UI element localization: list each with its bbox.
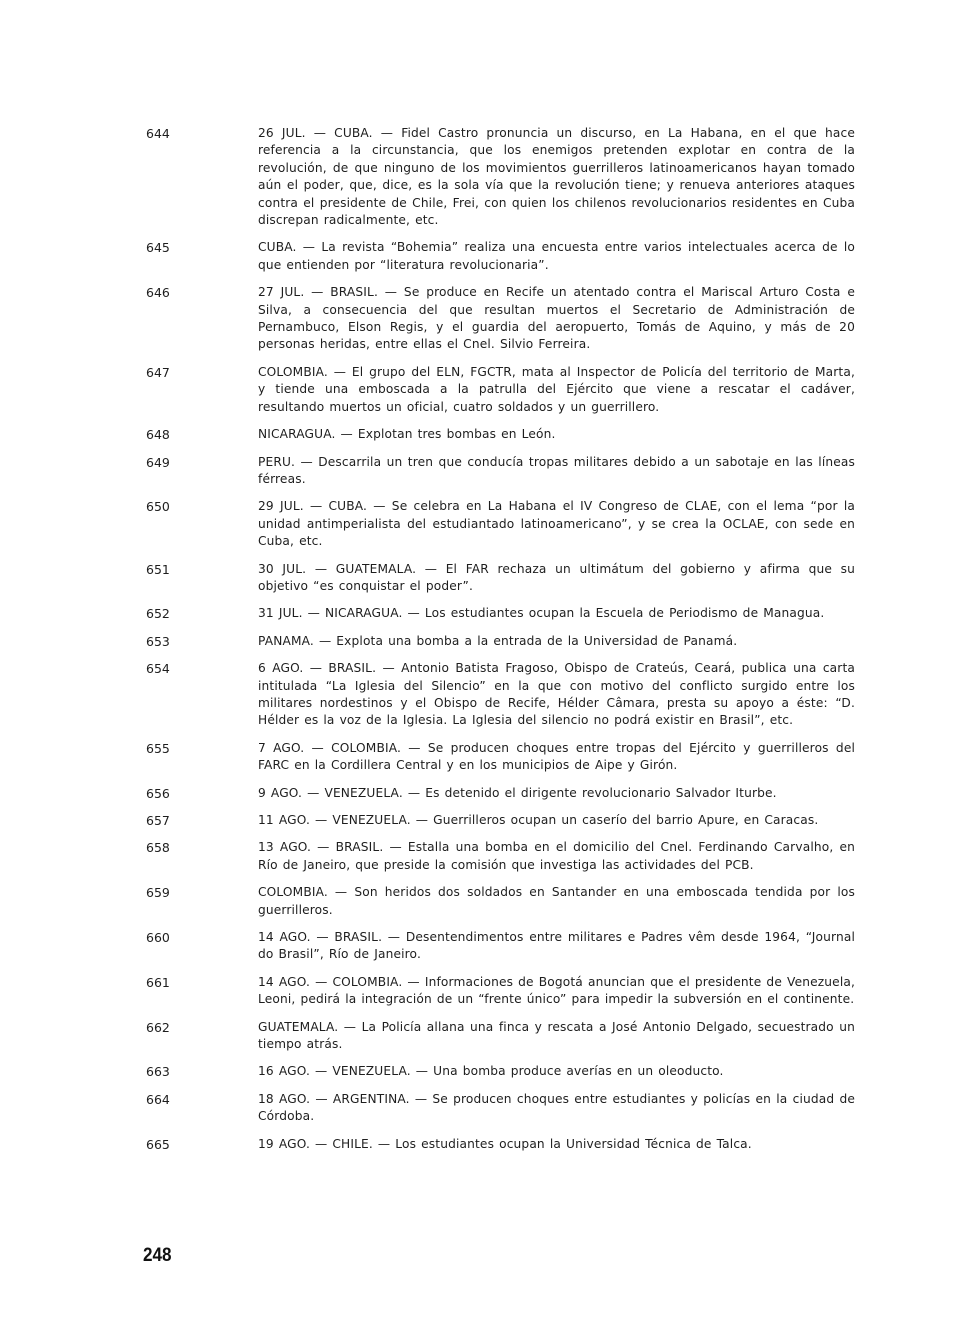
entry-number: 656: [146, 785, 170, 801]
entry-text: COLOMBIA. — Son heridos dos soldados en Santander en una emboscada tendida por los guerrilleros.: [258, 885, 855, 917]
page-number: 248: [143, 1245, 172, 1266]
entry-text: 26 JUL. — CUBA. — Fidel Castro pronuncia un discurso, en La Habana, en el que hace referencia a la circunstancia, que los enemigos pretenden explotar en contra de la revolución, de que ninguno de los movimientos guerrilleros latinoamericanos hayan tomado aún el poder, que, dice, es la sola vía que la revolución tiene; y renueva anteriores ataques contra el presidente de Chile, Frei, con quien los chilenos revolucionarios residentes en Cuba discrepan radicalmente, etc.: [258, 126, 855, 228]
entry-number: 645: [146, 240, 170, 256]
chronology-entry: [145, 812, 855, 829]
chronology-entry: [145, 633, 855, 650]
chronology-entry: [145, 1091, 855, 1126]
entry-number: 646: [146, 285, 170, 301]
entry-number: 654: [146, 661, 170, 677]
entry-text: 19 AGO. — CHILE. — Los estudiantes ocupan la Universidad Técnica de Talca.: [258, 1136, 752, 1151]
chronology-entry: [145, 364, 855, 416]
chronology-entries: [145, 125, 855, 1163]
entry-text: 7 AGO. — COLOMBIA. — Se producen choques entre tropas del Ejército y guerrilleros del FARC en la Cordillera Central y en los municipios de Aipe y Girón.: [258, 740, 855, 773]
entry-number: 655: [146, 740, 170, 756]
entry-text: PANAMA. — Explota una bomba a la entrada de la Universidad de Panamá.: [258, 633, 738, 648]
entry-number: 664: [146, 1091, 170, 1107]
chronology-entry: [145, 974, 855, 1009]
entry-text: GUATEMALA. — La Policía allana una finca y rescata a José Antonio Delgado, secuestrado un tiempo atrás.: [258, 1019, 855, 1052]
entry-text: COLOMBIA. — El grupo del ELN, FGCTR, mata al Inspector de Policía del territorio de Marta, y tiende una emboscada a la patrulla del Ejército que viene a rescatar el cadáver, resultando muertos un oficial, cuatro soldados y un guerrillero.: [258, 364, 855, 414]
entry-number: 663: [146, 1064, 170, 1080]
entry-text: 27 JUL. — BRASIL. — Se produce en Recife un atentado contra el Mariscal Arturo Costa e Silva, a consecuencia del que resultan muertos el Secretario de Administración de Pernambuco, Elson Regis, y el guardia del aeropuerto, Tomás de Aquino, y más de 20 personas heridas, entre ellas el Cnel. Silvio Ferreira.: [258, 285, 855, 352]
chronology-entry: [145, 125, 855, 229]
entry-number: 650: [146, 499, 170, 515]
entry-number: 644: [146, 126, 170, 141]
entry-text: NICARAGUA. — Explotan tres bombas en León.: [258, 427, 556, 442]
chronology-entry: [145, 605, 855, 622]
chronology-entry: [145, 839, 855, 874]
entry-text: 14 AGO. — COLOMBIA. — Informaciones de Bogotá anuncian que el presidente de Venezuela, Leoni, pedirá la integración de un “frente único” para impedir la subversión en el continente.: [258, 974, 855, 1007]
chronology-entry: [145, 454, 855, 489]
entry-number: 657: [146, 813, 170, 828]
entry-number: 665: [146, 1136, 170, 1152]
entry-number: 660: [146, 930, 170, 946]
chronology-entry: [145, 929, 855, 964]
chronology-entry: [145, 1019, 855, 1054]
entry-text: CUBA. — La revista “Bohemia” realiza una encuesta entre varios intelectuales acerca de lo que entienden por “literatura revolucionaria”.: [258, 240, 855, 272]
entry-number: 662: [146, 1019, 170, 1035]
entry-text: 18 AGO. — ARGENTINA. — Se producen choques entre estudiantes y policías en la ciudad de Córdoba.: [258, 1091, 855, 1124]
chronology-entry: [145, 785, 855, 802]
entry-number: 652: [146, 606, 170, 622]
chronology-entry: [145, 498, 855, 550]
entry-text: 11 AGO. — VENEZUELA. — Guerrilleros ocupan un caserío del barrio Apure, en Caracas.: [258, 813, 819, 827]
chronology-entry: [145, 561, 855, 596]
entry-text: 31 JUL. — NICARAGUA. — Los estudiantes ocupan la Escuela de Periodismo de Managua.: [258, 606, 825, 621]
entry-text: 6 AGO. — BRASIL. — Antonio Batista Fragoso, Obispo de Crateús, Ceará, publica una carta intitulada “La Iglesia del Silencio” en la que con motivo del conflicto surgido entre los militares nordestinos y el Obispo de Recife, Hélder Câmara, presta su apoyo a éste: “D. Hélder es la voz de la Iglesia. La Iglesia del silencio no podrá existir en Brasil”, etc.: [258, 661, 855, 728]
entry-number: 649: [146, 454, 170, 470]
entry-text: 13 AGO. — BRASIL. — Estalla una bomba en el domicilio del Cnel. Ferdinando Carvalho, en Río de Janeiro, que preside la comisión que investiga las actividades del PCB.: [258, 840, 855, 872]
entry-number: 658: [146, 840, 170, 856]
entry-number: 647: [146, 364, 170, 380]
entry-number: 648: [146, 427, 170, 443]
entry-text: 14 AGO. — BRASIL. — Desentendimentos entre militares e Padres vêm desde 1964, “Journal do Brasil”, Río de Janeiro.: [258, 930, 855, 962]
chronology-entry: [145, 740, 855, 775]
entry-number: 661: [146, 974, 170, 990]
entry-text: PERU. — Descarrila un tren que conducía tropas militares debido a un sabotaje en las líneas férreas.: [258, 454, 855, 486]
chronology-entry: [145, 884, 855, 919]
chronology-entry: [145, 239, 855, 274]
entry-text: 16 AGO. — VENEZUELA. — Una bomba produce averías en un oleoducto.: [258, 1064, 724, 1079]
chronology-entry: [145, 1063, 855, 1080]
entry-number: 659: [146, 885, 170, 901]
entry-text: 29 JUL. — CUBA. — Se celebra en La Habana el IV Congreso de CLAE, con el lema “por la unidad antimperialista del estudiantado latinoamericano”, y se crea la OCLAE, con sede en Cuba, etc.: [258, 499, 855, 549]
chronology-entry: [145, 1136, 855, 1153]
chronology-entry: [145, 426, 855, 443]
entry-number: 653: [146, 633, 170, 649]
entry-number: 651: [146, 561, 170, 577]
chronology-entry: [145, 660, 855, 730]
entry-text: 9 AGO. — VENEZUELA. — Es detenido el dirigente revolucionario Salvador Iturbe.: [258, 785, 777, 800]
entry-text: 30 JUL. — GUATEMALA. — El FAR rechaza un ultimátum del gobierno y afirma que su objetivo “es conquistar el poder”.: [258, 561, 855, 593]
chronology-entry: [145, 284, 855, 354]
